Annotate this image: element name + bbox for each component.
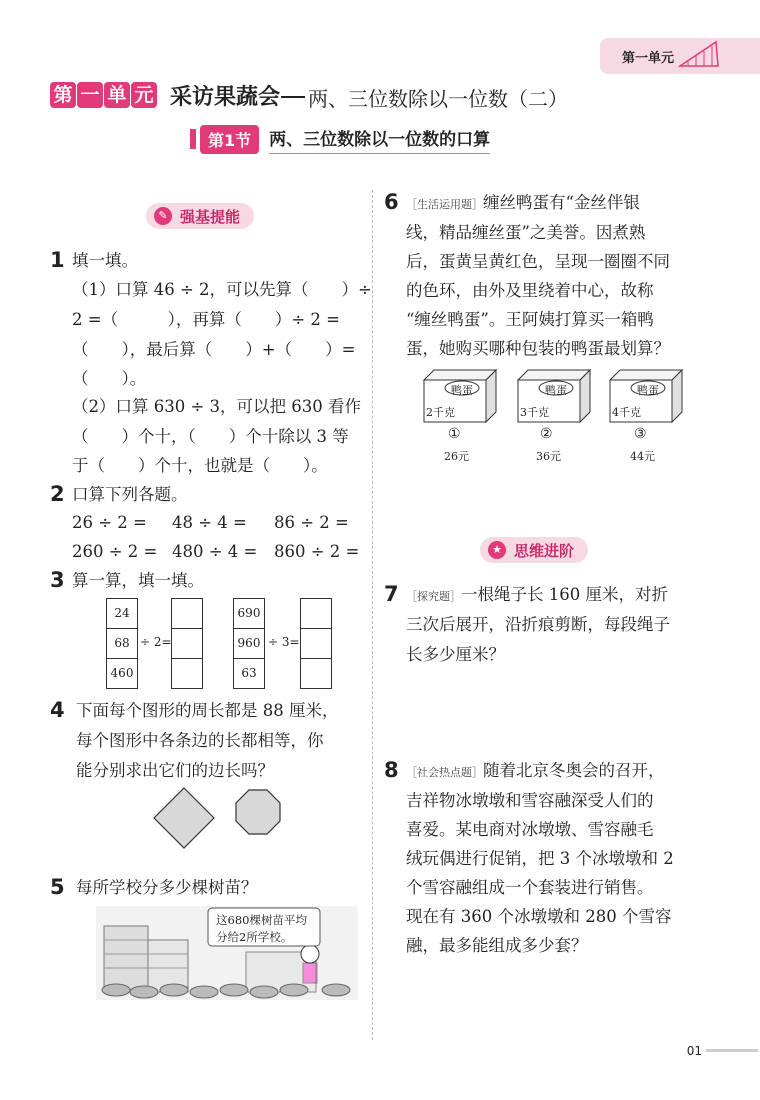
q1-line: （1）口算 46 ÷ 2，可以先算（ ）÷: [72, 280, 372, 299]
q2-item: 260 ÷ 2 =: [72, 542, 158, 561]
q4-number: 4: [50, 698, 65, 722]
title-dash: [281, 96, 305, 98]
q3-right-answers[interactable]: [300, 598, 332, 689]
q7-line: 长多少厘米？: [406, 645, 505, 664]
q7-line: [406, 580, 668, 612]
egg-box-weight: 3千克: [520, 406, 549, 419]
q6-line: “缠丝鸭蛋”。王阿姨打算买一箱鸭: [406, 310, 654, 329]
q8-line: 吉祥物冰墩墩和雪容融深受人们的: [406, 791, 654, 810]
q3-right-column: [233, 598, 265, 689]
egg-box-1: [420, 368, 498, 464]
page-subtitle: 两、三位数除以一位数（二）: [308, 87, 568, 111]
section-name: 两、三位数除以一位数的口算: [269, 125, 490, 154]
pencil-icon: ✎: [154, 207, 172, 225]
q2-number: 2: [50, 482, 65, 506]
q6-number: 6: [384, 190, 399, 214]
q3-left-answers[interactable]: [171, 598, 203, 689]
q4-line: 能分别求出它们的边长吗？: [76, 761, 274, 780]
q1-title: 填一填。: [72, 251, 138, 270]
q5-number: 5: [50, 875, 65, 899]
q6-line: [406, 188, 640, 220]
q3-title: 算一算，填一填。: [72, 571, 204, 590]
q7-tag: ［探究题］: [406, 590, 461, 603]
egg-box-price: 26元: [444, 450, 469, 463]
q6-line: 蛋，她购买哪种包装的鸭蛋最划算？: [406, 339, 670, 358]
q8-line: 绒玩偶进行促销，把 3 个冰墩墩和 2: [406, 849, 674, 868]
unit-badge-char: 第: [50, 82, 76, 108]
medal-icon: ★: [488, 541, 506, 559]
q4-line: 下面每个图形的周长都是 88 厘米，: [76, 701, 339, 720]
q1-number: 1: [50, 248, 65, 272]
pill-think-label: 思维进阶: [514, 541, 575, 560]
answer-cell[interactable]: [301, 659, 331, 688]
pill-basic: [146, 203, 254, 229]
page-number: 01: [686, 1044, 702, 1058]
egg-box-price: 36元: [536, 450, 561, 463]
q3-cell: 960: [234, 629, 264, 659]
q3-cell: 68: [107, 629, 137, 659]
q3-number: 3: [50, 568, 65, 592]
egg-box-weight: 4千克: [612, 406, 641, 419]
egg-box-3: [606, 368, 684, 464]
q6-line-text: 缠丝鸭蛋有“金丝伴银: [483, 193, 640, 212]
unit-badge-char: 单: [104, 82, 130, 108]
answer-cell[interactable]: [172, 629, 202, 659]
q8-tag: ［社会热点题］: [406, 766, 483, 779]
answer-cell[interactable]: [172, 599, 202, 629]
q2-title: 口算下列各题。: [72, 485, 188, 504]
q7-line-text: 一根绳子长 160 厘米，对折: [461, 585, 668, 604]
q1-line: （ ），最后算（ ）+（ ）=: [72, 340, 356, 359]
egg-box-number: ③: [634, 426, 647, 442]
q8-line: 现在有 360 个冰墩墩和 280 个雪容: [406, 907, 672, 926]
q8-number: 8: [384, 758, 399, 782]
q8-line: [406, 756, 665, 788]
answer-cell[interactable]: [301, 599, 331, 629]
egg-box-number: ②: [540, 426, 553, 442]
q6-line: 线，精品缠丝蛋”之美誉。因煮熟: [406, 223, 646, 242]
q7-line: 三次后展开，沿折痕剪断，每段绳子: [406, 615, 670, 634]
egg-box-label: 鸭蛋: [637, 384, 659, 397]
q2-item: 86 ÷ 2 =: [274, 513, 349, 532]
pill-basic-label: 强基提能: [180, 207, 241, 226]
egg-box-weight: 2千克: [426, 406, 455, 419]
octagon-shape: [234, 788, 282, 836]
unit-badge-char: 一: [77, 82, 103, 108]
footer-rule: [706, 1049, 758, 1052]
q8-line: 融，最多能组成多少套？: [406, 936, 588, 955]
q2-item: 26 ÷ 2 =: [72, 513, 147, 532]
unit-badge-char: 元: [131, 82, 157, 108]
q2-item: 480 ÷ 4 =: [172, 542, 258, 561]
q1-line: （ ）。: [72, 369, 147, 388]
q1-line: （ ）个十，（ ）个十除以 3 等: [72, 427, 349, 446]
q3-cell: 63: [241, 666, 257, 680]
q4-line: 每个图形中各条边的长都相等，你: [76, 731, 324, 750]
unit-badge: [50, 82, 158, 108]
ruler-icon: [678, 40, 720, 68]
q3-cell: 460: [110, 666, 134, 680]
egg-box-label: 鸭蛋: [451, 384, 473, 397]
q1-line: 于（ ）个十，也就是（ ）。: [72, 456, 328, 475]
q6-line: 后，蛋黄呈黄红色，呈现一圈圈不同: [406, 252, 670, 271]
q3-left-column: [106, 598, 138, 689]
diamond-shape: [152, 786, 216, 850]
bubble-line: 分给2所学校。: [216, 930, 293, 944]
section-heading: [190, 124, 490, 154]
column-divider: [372, 190, 374, 1040]
pill-think: [480, 537, 588, 563]
egg-box-2: [514, 368, 592, 464]
q3-cell: 690: [234, 599, 264, 629]
q3-right-operator: ÷ 3=: [268, 635, 300, 649]
egg-box-label: 鸭蛋: [545, 384, 567, 397]
q8-line: 喜爱。某电商对冰墩墩、雪容融毛: [406, 820, 654, 839]
q1-line: 2 =（ ），再算（ ）÷ 2 =: [72, 310, 340, 329]
section-bar: [190, 129, 196, 149]
q3-left-operator: ÷ 2=: [140, 635, 172, 649]
answer-cell[interactable]: [172, 659, 202, 688]
unit-tab-label: 第一单元: [622, 51, 675, 66]
q2-item: 860 ÷ 2 =: [274, 542, 360, 561]
bubble-line: 这680棵树苗平均: [216, 913, 307, 927]
q8-line-text: 随着北京冬奥会的召开，: [483, 761, 665, 780]
egg-box-price: 44元: [630, 450, 655, 463]
speech-bubble: [216, 912, 307, 946]
q3-cell: 24: [107, 599, 137, 629]
egg-box-number: ①: [448, 426, 461, 442]
q5-title: 每所学校分多少棵树苗？: [76, 878, 258, 897]
q2-item: 48 ÷ 4 =: [172, 513, 247, 532]
q8-line: 个雪容融组成一个套装进行销售。: [406, 878, 654, 897]
answer-cell[interactable]: [301, 629, 331, 659]
q7-number: 7: [384, 582, 399, 606]
q1-line: （2）口算 630 ÷ 3，可以把 630 看作: [72, 397, 362, 416]
q6-line: 的色环，由外及里绕着中心，故称: [406, 281, 654, 300]
q6-tag: ［生活运用题］: [406, 198, 483, 211]
section-tag: 第1节: [200, 125, 259, 154]
page-title: 采访果蔬会: [170, 85, 281, 110]
